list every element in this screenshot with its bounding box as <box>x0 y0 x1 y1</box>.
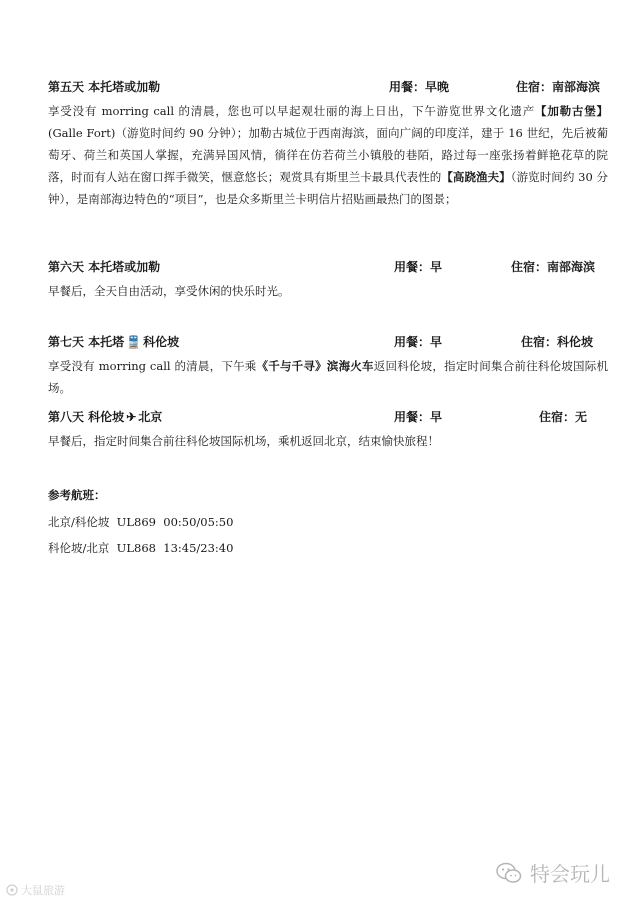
reference-flights <box>48 487 233 561</box>
day-6-title: 第六天 本托塔或加勒 <box>48 260 161 274</box>
day-6-meal: 用餐：早 <box>394 260 443 274</box>
day-7-header <box>48 333 608 353</box>
stilt-fishermen-highlight: 【高跷渔夫】 <box>441 170 511 184</box>
watermark-right <box>496 858 610 887</box>
wechat-icon <box>496 862 522 884</box>
day-7-title-from: 第七天 本托塔 <box>48 335 125 349</box>
day-6-stay: 住宿：南部海滨 <box>511 260 596 274</box>
flight-row: 北京/科伦坡 UL869 00:50/05:50 <box>48 515 234 529</box>
galle-fort-highlight: 【加勒古堡】 <box>535 104 609 118</box>
day-5-description <box>48 100 608 210</box>
day-6-header <box>48 258 608 278</box>
day-8-header <box>48 408 608 428</box>
day-8-meal: 用餐：早 <box>394 410 443 424</box>
watermark-left-text: 大鼠旅游 <box>21 884 65 897</box>
day-7-text-2: 返回科伦坡，指定时间集合前往科伦坡国际机场。 <box>48 359 608 395</box>
day-7-text-1: 享受没有 morring call 的清晨，下午乘 <box>48 359 257 373</box>
day-7-stay: 住宿：科伦坡 <box>521 335 594 349</box>
flight-row: 科伦坡/北京 UL868 13:45/23:40 <box>48 541 234 555</box>
train-icon: 🚆 <box>126 335 142 349</box>
day-7-description <box>48 355 608 399</box>
day-8-title-to: 北京 <box>138 410 163 424</box>
day-7-title-to: 科伦坡 <box>143 335 180 349</box>
day-8-title-from: 第八天 科伦坡 <box>48 410 125 424</box>
day-7-title <box>48 333 179 350</box>
day-5-header <box>48 78 608 98</box>
day-6-section <box>48 258 608 302</box>
day-5-text-2: (Galle Fort)（游览时间约 90 分钟）；加勒古城位于西南海滨，面向广阔的印度洋，建于 16 世纪，先后被葡萄牙、荷兰和英国人掌握，充满异国风情，徜徉在仿若荷兰小镇般的巷陌，路过每一座张扬着鲜艳花草的院落，时而有人站在窗口挥手微笑，惬意悠长；观赏具有斯里兰卡最具代表性的 <box>48 126 608 184</box>
day-8-section <box>48 408 608 452</box>
day-7-meal: 用餐：早 <box>394 335 443 349</box>
day-7-section <box>48 333 608 399</box>
day-5-meal: 用餐：早晚 <box>389 80 450 94</box>
day-5-stay: 住宿：南部海滨 <box>516 80 601 94</box>
day-6-description: 早餐后，全天自由活动，享受休闲的快乐时光。 <box>48 284 290 298</box>
watermark-right-text: 特会玩儿 <box>530 862 610 886</box>
watermark-left <box>6 882 65 898</box>
day-8-stay: 住宿：无 <box>539 410 588 424</box>
day-5-text-3: （游览时间约 30 分钟），是南部海边特色的“项目”，也是众多斯里兰卡明信片招贴画最热门的图景； <box>48 170 609 206</box>
airplane-icon: ✈ <box>126 410 137 424</box>
train-highlight: 《千与千寻》滨海火车 <box>256 359 374 373</box>
day-5-section <box>48 78 608 210</box>
day-5-title: 第五天 本托塔或加勒 <box>48 80 161 94</box>
day-5-text-1: 享受没有 morring call 的清晨，您也可以早起观壮丽的海上日出，下午游览世界文化遗产 <box>48 104 536 118</box>
day-8-description: 早餐后，指定时间集合前往科伦坡国际机场，乘机返回北京，结束愉快旅程！ <box>48 434 439 448</box>
day-8-title <box>48 408 162 425</box>
watermark-logo-icon <box>6 884 18 896</box>
flights-title: 参考航班： <box>48 488 106 502</box>
